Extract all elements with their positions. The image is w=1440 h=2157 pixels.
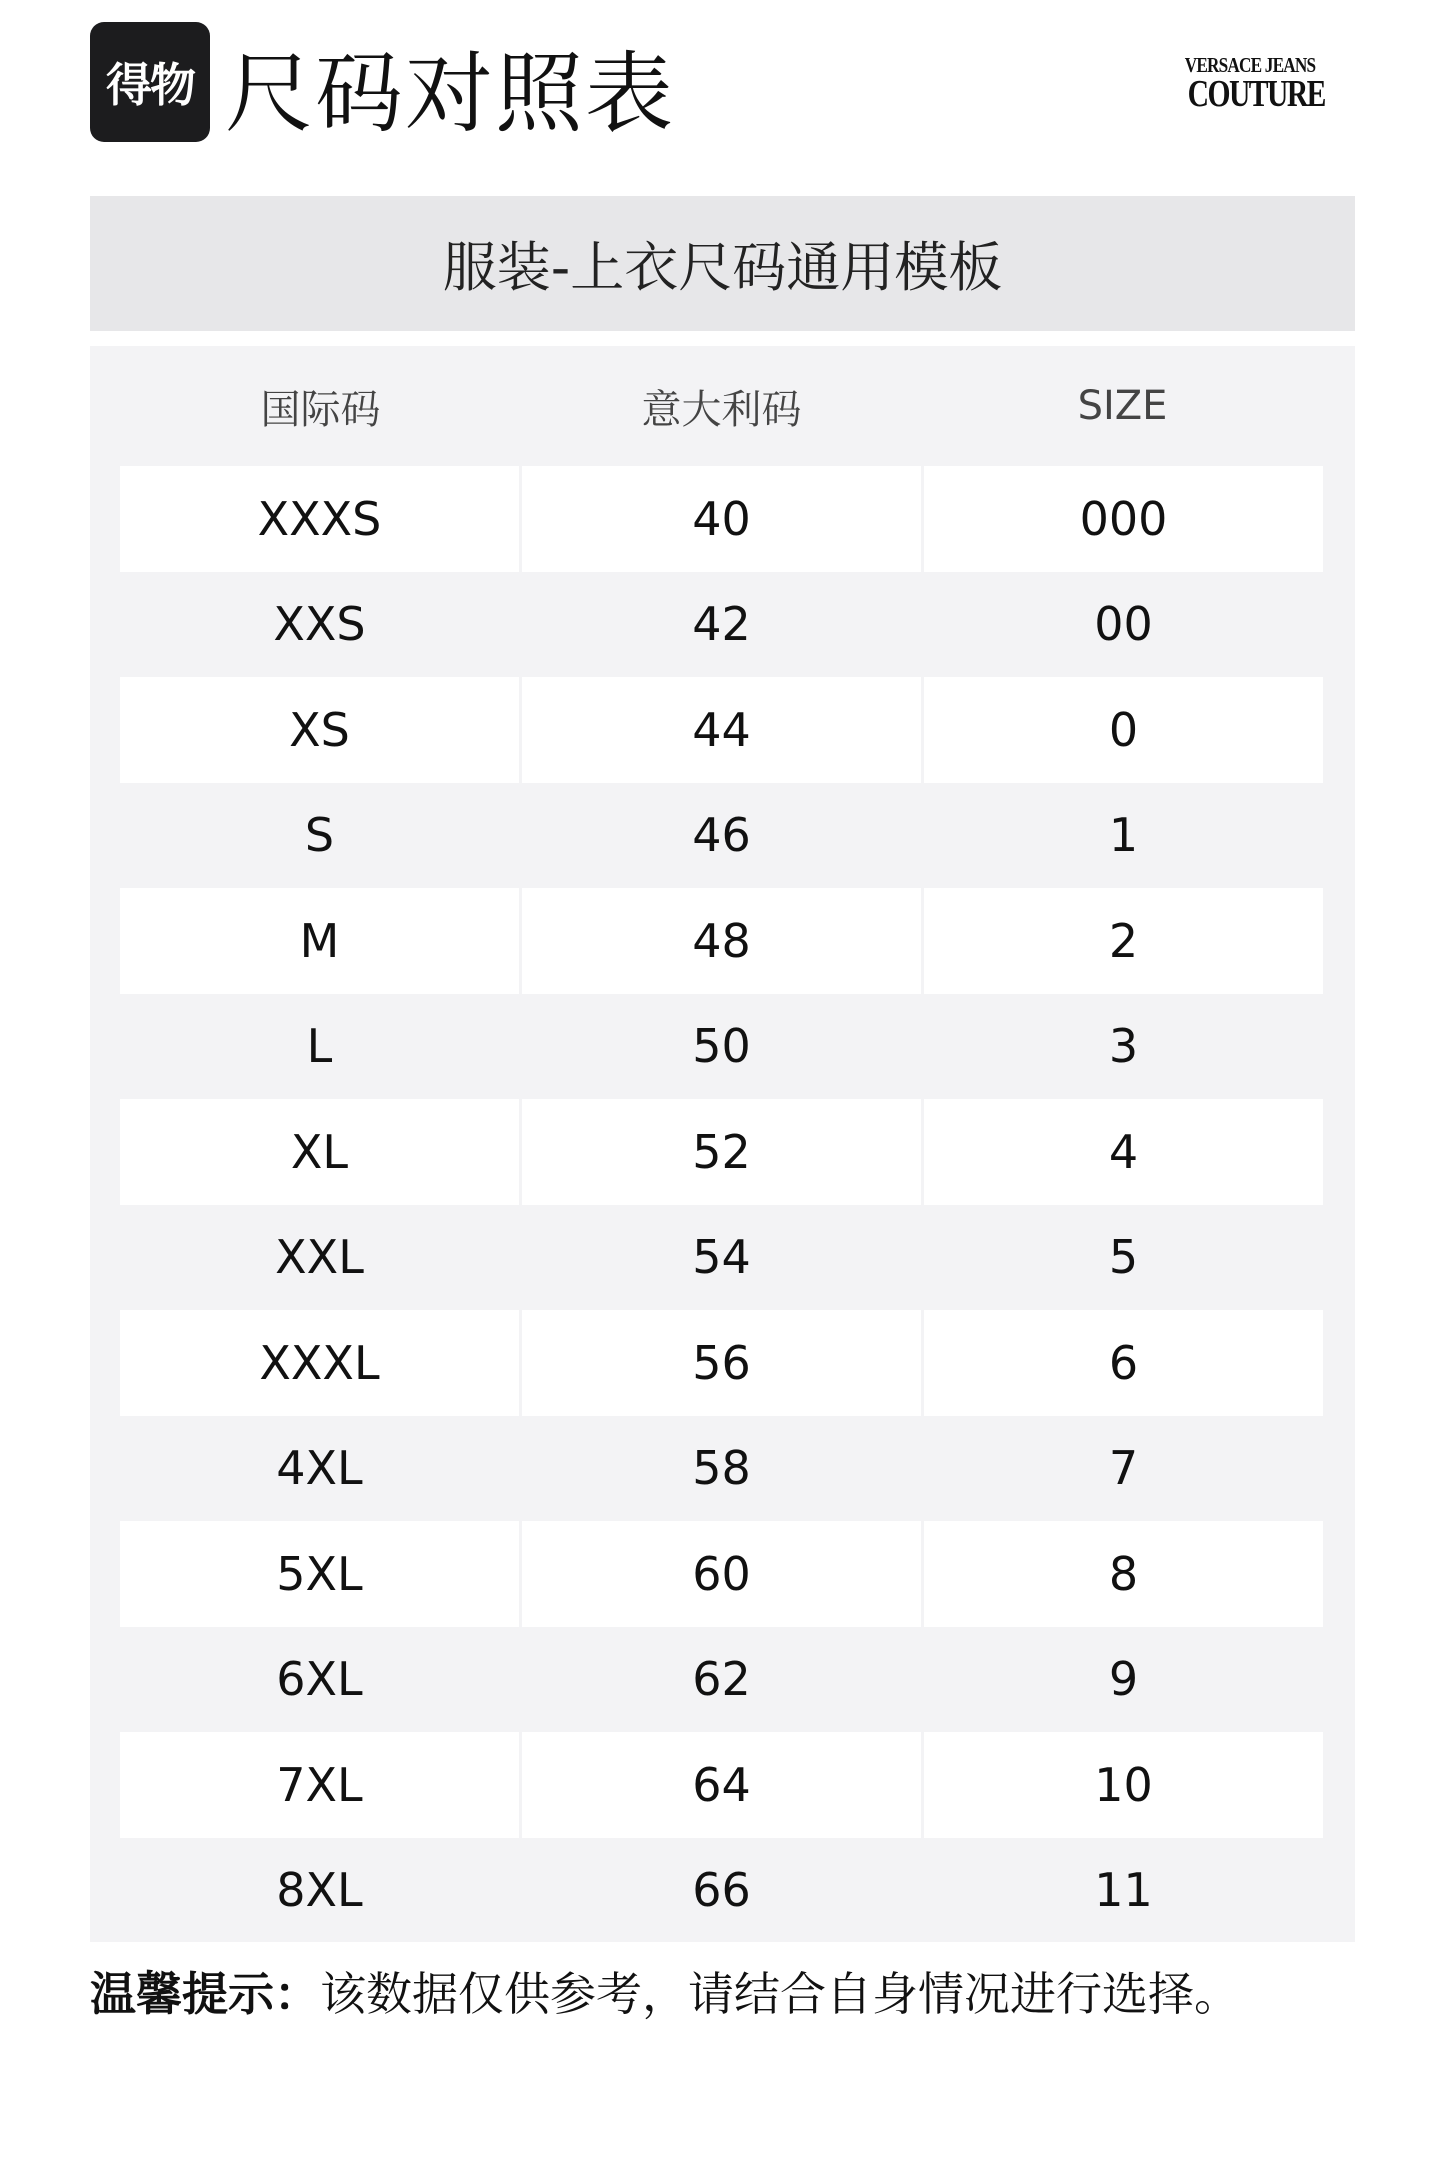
page-header <box>0 0 1440 190</box>
cell-italian-size: 40 <box>522 466 921 572</box>
cell-international-size: XXXS <box>120 466 519 572</box>
cell-size: 6 <box>924 1310 1323 1416</box>
brand-logo-top: VERSACE JEANS <box>1184 53 1316 77</box>
cell-italian-size: 66 <box>692 1863 751 1918</box>
table-row <box>120 466 1323 572</box>
cell-italian-size: 46 <box>692 808 751 863</box>
cell-international-size: 7XL <box>120 1732 519 1838</box>
cell-italian-size: 42 <box>692 597 751 652</box>
cell-international-size: 5XL <box>120 1521 519 1627</box>
cell-size: 7 <box>1108 1441 1139 1496</box>
dewu-logo <box>90 22 210 142</box>
cell-size: 11 <box>1094 1863 1153 1918</box>
brand-logo-bottom: COUTURE <box>1187 73 1325 115</box>
cell-size: 4 <box>924 1099 1323 1205</box>
cell-italian-size: 44 <box>522 677 921 783</box>
cell-international-size: XS <box>120 677 519 783</box>
cell-international-size: L <box>306 1019 333 1074</box>
table-row <box>120 1099 1323 1205</box>
table-row <box>120 572 1323 678</box>
cell-italian-size: 48 <box>522 888 921 994</box>
cell-international-size: S <box>304 808 335 863</box>
cell-international-size: 6XL <box>276 1652 363 1707</box>
header-size: SIZE <box>1077 383 1168 429</box>
brand-logo <box>1170 53 1330 115</box>
table-row <box>120 783 1323 889</box>
table-row <box>120 888 1323 994</box>
cell-italian-size: 50 <box>692 1019 751 1074</box>
table-row <box>120 1521 1323 1627</box>
cell-size: 9 <box>1108 1652 1139 1707</box>
table-row <box>120 994 1323 1100</box>
header-international-size: 国际码 <box>260 386 381 433</box>
cell-size: 000 <box>924 466 1323 572</box>
cell-size: 0 <box>924 677 1323 783</box>
cell-international-size: 4XL <box>276 1441 363 1496</box>
table-row <box>120 1416 1323 1522</box>
page-title: 尺码对照表 <box>225 42 676 145</box>
cell-size: 10 <box>924 1732 1323 1838</box>
cell-italian-size: 58 <box>692 1441 751 1496</box>
cell-international-size: M <box>120 888 519 994</box>
cell-italian-size: 52 <box>522 1099 921 1205</box>
table-row <box>120 1732 1323 1838</box>
tip-label: 温馨提示： <box>90 1967 320 2021</box>
table-row <box>120 677 1323 783</box>
cell-italian-size: 56 <box>522 1310 921 1416</box>
section-title: 服装-上衣尺码通用模板 <box>90 196 1355 331</box>
cell-size: 00 <box>1094 597 1153 652</box>
header-italian-size: 意大利码 <box>641 386 802 433</box>
cell-size: 2 <box>924 888 1323 994</box>
cell-international-size: 8XL <box>276 1863 363 1918</box>
tip-text: 该数据仅供参考，请结合自身情况进行选择。 <box>320 1967 1240 2021</box>
table-row <box>120 1310 1323 1416</box>
cell-international-size: XXS <box>273 597 366 652</box>
table-row <box>120 1205 1323 1311</box>
table-row <box>120 1627 1323 1733</box>
cell-size: 3 <box>1108 1019 1139 1074</box>
cell-size: 8 <box>924 1521 1323 1627</box>
size-table <box>90 346 1355 1942</box>
cell-italian-size: 62 <box>692 1652 751 1707</box>
cell-size: 5 <box>1108 1230 1139 1285</box>
cell-italian-size: 54 <box>692 1230 751 1285</box>
cell-international-size: XXXL <box>120 1310 519 1416</box>
tip-note <box>90 1958 1355 2030</box>
table-body <box>120 466 1323 1943</box>
cell-italian-size: 64 <box>522 1732 921 1838</box>
cell-size: 1 <box>1108 808 1139 863</box>
table-row <box>120 1838 1323 1944</box>
table-header-row <box>120 346 1323 466</box>
cell-international-size: XL <box>120 1099 519 1205</box>
cell-international-size: XXL <box>275 1230 364 1285</box>
cell-italian-size: 60 <box>522 1521 921 1627</box>
logo-text: 得物 <box>106 58 194 112</box>
